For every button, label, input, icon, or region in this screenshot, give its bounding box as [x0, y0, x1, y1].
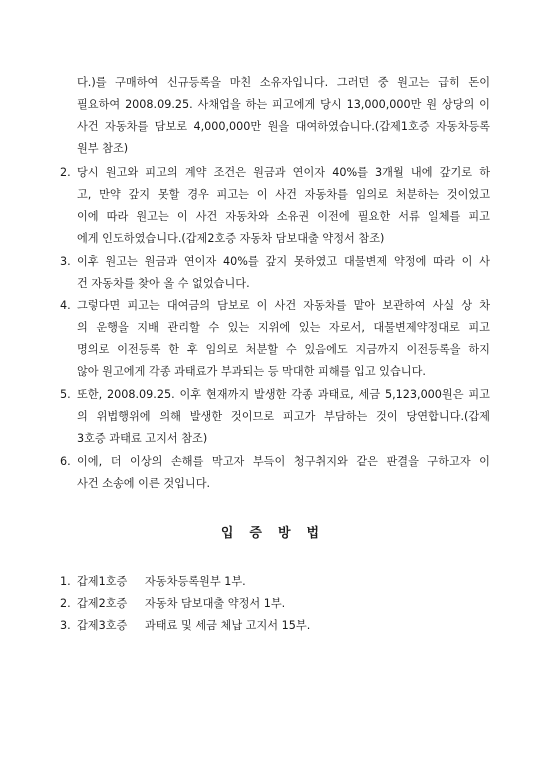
text-line: 의 운행을 지배 관리할 수 있는 지위에 있는 자로서, 대물변제약정대로 피고 — [77, 321, 490, 334]
text-line: 사건 자동차를 담보로 4,000,000만 원을 대여하였습니다.(갑제1호증 자동차등록 — [77, 120, 490, 133]
text-line: 이에, 더 이상의 손해를 막고자 부득이 청구취지와 같은 판결을 구하고자 이 — [77, 455, 490, 468]
text-line: 다.)를 구매하여 신규등록을 마친 소유자입니다. 그러던 중 원고는 급히 돈이 — [77, 76, 490, 89]
text-line: 3호증 과태료 고지서 참조) — [77, 432, 208, 445]
text-line: 당시 원고와 피고의 계약 조건은 원금과 연이자 40%를 3개월 내에 갚기로 하 — [77, 166, 490, 179]
evidence-code: 갑제1호증 — [77, 575, 128, 588]
evidence-number: 2. — [60, 597, 71, 610]
evidence-description: 자동차 담보대출 약정서 1부. — [145, 597, 286, 610]
numbered-paragraph-6 — [60, 451, 490, 495]
text-line: 필요하여 2008.09.25. 사채업을 하는 피고에게 당시 13,000,000만 원 상당의 이 — [77, 98, 490, 111]
text-line: 않아 원고에게 각종 과태료가 부과되는 등 막대한 피해를 입고 있습니다. — [77, 365, 426, 378]
paragraph-number: 6. — [60, 455, 71, 468]
section-title-evidence: 입증방법 — [220, 526, 336, 541]
evidence-item — [60, 615, 310, 637]
text-line: 건 자동차를 찾아 올 수 없었습니다. — [77, 277, 250, 290]
evidence-code: 갑제3호증 — [77, 619, 128, 632]
text-line: 원부 참조) — [77, 142, 129, 155]
text-line: 에게 인도하였습니다.(갑제2호증 자동차 담보대출 약정서 참조) — [77, 232, 385, 245]
text-line: 또한, 2008.09.25. 이후 현재까지 발생한 각종 과태료, 세금 5,123,000원은 피고 — [77, 388, 490, 401]
text-line: 이후 원고는 원금과 연이자 40%를 갚지 못하였고 대물변제 약정에 따라 이 사 — [77, 255, 490, 268]
evidence-number: 1. — [60, 575, 71, 588]
evidence-item — [60, 593, 285, 615]
text-line: 의 위법행위에 의해 발생한 것이므로 피고가 부담하는 것이 당연합니다.(갑제 — [77, 410, 490, 423]
text-line: 그렇다면 피고는 대여금의 담보로 이 사건 자동차를 맡아 보관하여 사실 상 차 — [77, 299, 490, 312]
intro-paragraph — [77, 72, 490, 160]
evidence-number: 3. — [60, 619, 71, 632]
numbered-paragraph-2 — [60, 162, 490, 250]
text-line: 사건 소송에 이른 것입니다. — [77, 477, 211, 490]
evidence-description: 과태료 및 세금 체납 고지서 15부. — [145, 619, 311, 632]
numbered-paragraph-4 — [60, 295, 490, 383]
paragraph-number: 3. — [60, 255, 71, 268]
text-line: 명의로 이전등록 한 후 임의로 처분할 수 있음에도 지금까지 이전등록을 하지 — [77, 343, 490, 356]
paragraph-number: 5. — [60, 388, 71, 401]
numbered-paragraph-5 — [60, 384, 490, 450]
paragraph-number: 2. — [60, 166, 71, 179]
numbered-paragraph-3 — [60, 251, 490, 295]
evidence-item — [60, 571, 246, 593]
evidence-description: 자동차등록원부 1부. — [145, 575, 246, 588]
paragraph-number: 4. — [60, 299, 71, 312]
evidence-code: 갑제2호증 — [77, 597, 128, 610]
text-line: 이에 따라 원고는 이 사건 자동차와 소유권 이전에 필요한 서류 일체를 피고 — [77, 210, 490, 223]
text-line: 고, 만약 갚지 못할 경우 피고는 이 사건 자동차를 임의로 처분하는 것이었고 — [77, 188, 490, 201]
